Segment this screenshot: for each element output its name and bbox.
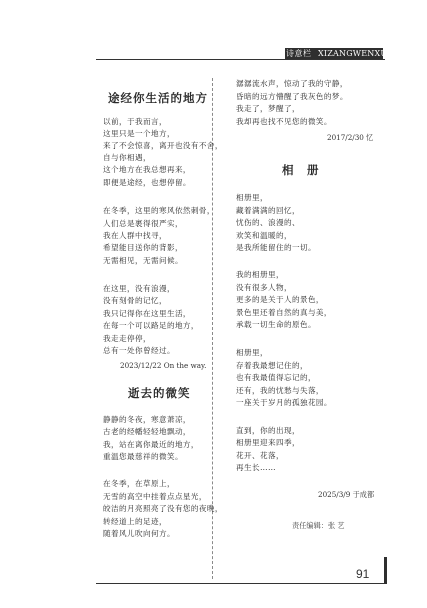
poem-line: 无雪的高空中挂着点点星光，: [103, 492, 207, 501]
poem-line: 我走了，梦醒了，: [236, 104, 300, 113]
poem-line: 我，站在离你最近的地方，: [103, 440, 199, 449]
poem-line: 花开、花落，: [236, 451, 284, 460]
poem-line: 希望能目送你的背影，: [103, 243, 183, 252]
poem-line: 皎洁的月亮照亮了没有您的夜晚，: [103, 504, 223, 513]
header-rule: [96, 59, 385, 60]
poem-line: 这里只是一个地方，: [103, 129, 175, 138]
poem-line: 承载一切生命的原色。: [236, 320, 316, 329]
footer-rule: [96, 583, 385, 584]
poem-line: 在每一个可以路足的地方，: [103, 321, 199, 330]
poem-line: 在这里，没有浪漫，: [103, 284, 175, 293]
poem-line: 我的相册里，: [236, 270, 284, 279]
poem-line: 我在人群中找寻，: [103, 231, 167, 240]
poem-line: 一座关于岁月的孤独花园。: [236, 398, 332, 407]
poem-title: 途经你生活的地方: [108, 91, 208, 105]
poem-line: 也有我最值得忘记的，: [236, 373, 316, 382]
poem-line: 古老的经幡轻轻地飘动，: [103, 427, 191, 436]
poem-line: 人们总是裹得很严实，: [103, 219, 183, 228]
poem-line: 存着我最想记住的，: [236, 361, 308, 370]
poem-line: 无需相见，无需问候。: [103, 256, 183, 265]
section-name: 诗意栏: [286, 49, 312, 58]
poem-date: 2023/12/22 On the way.: [120, 361, 207, 370]
poem-line: 我却再也找不见您的微笑。: [236, 117, 332, 126]
editor-credit: 责任编辑：张 艺: [292, 521, 345, 530]
poem-line: 潺潺流水声，惊动了我的守静，: [236, 79, 348, 88]
poem-line: 以前，于我而言，: [103, 117, 167, 126]
poem-line: 没有刻骨的记忆，: [103, 296, 167, 305]
poem-line: 再生长……: [236, 463, 276, 472]
footer-block: [384, 557, 387, 584]
poem-line: 静静的冬夜，寒意萧凉，: [103, 415, 191, 424]
poem-line: 即便是途经，也想停留。: [103, 178, 191, 187]
poem-line: 相册里迎来四季，: [236, 438, 300, 447]
poem-line: 我走走停停，: [103, 334, 151, 343]
poem-line: 总有一处你曾经过。: [103, 346, 175, 355]
poem-line: 这个地方在我总想再来，: [103, 165, 191, 174]
poem-line: 随着风儿吹向何方。: [103, 529, 175, 538]
poem-line: 没有很多人物，: [236, 283, 292, 292]
poem-title: 相 册: [282, 163, 320, 177]
poem-line: 景色里还着自然的真与美，: [236, 308, 332, 317]
poem-line: 是我所能留住的一切。: [236, 243, 316, 252]
poem-line: 我只记得你在这里生活，: [103, 309, 191, 318]
poem-line: 相册里，: [236, 193, 268, 202]
poem-line: 自与你相遇，: [103, 153, 151, 162]
poem-line: 转经道上的足迹，: [103, 517, 167, 526]
poem-line: 在冬季，这里的寒风依然刺骨，: [103, 206, 215, 215]
poem-line: 还有，我的忧愁与失落，: [236, 386, 324, 395]
poem-line: 昏暗的远方懵醒了我灰色的梦。: [236, 92, 348, 101]
poem-line: 来了不会惊喜，离开也没有不舍，: [103, 141, 223, 150]
poem-line: 直到，你的出现，: [236, 426, 300, 435]
poem-line: 藏着满满的回忆，: [236, 206, 300, 215]
poem-date: 2017/2/30 忆: [327, 133, 374, 142]
poem-line: 在冬季，在草原上，: [103, 479, 175, 488]
poem-title: 逝去的微笑: [128, 386, 191, 400]
poem-line: 忧伤的、浪漫的、: [236, 218, 300, 227]
section-name-en: XIZANGWENXUE: [318, 49, 394, 58]
page-number: 91: [356, 567, 370, 581]
poem-line: 更多的是关于人的景色，: [236, 295, 324, 304]
poem-line: 相册里，: [236, 348, 268, 357]
poem-line: 欢笑和温暖的，: [236, 231, 292, 240]
poem-date: 2025/3/9 于成都: [318, 490, 375, 499]
poem-line: 重温您最慈祥的微笑。: [103, 452, 183, 461]
